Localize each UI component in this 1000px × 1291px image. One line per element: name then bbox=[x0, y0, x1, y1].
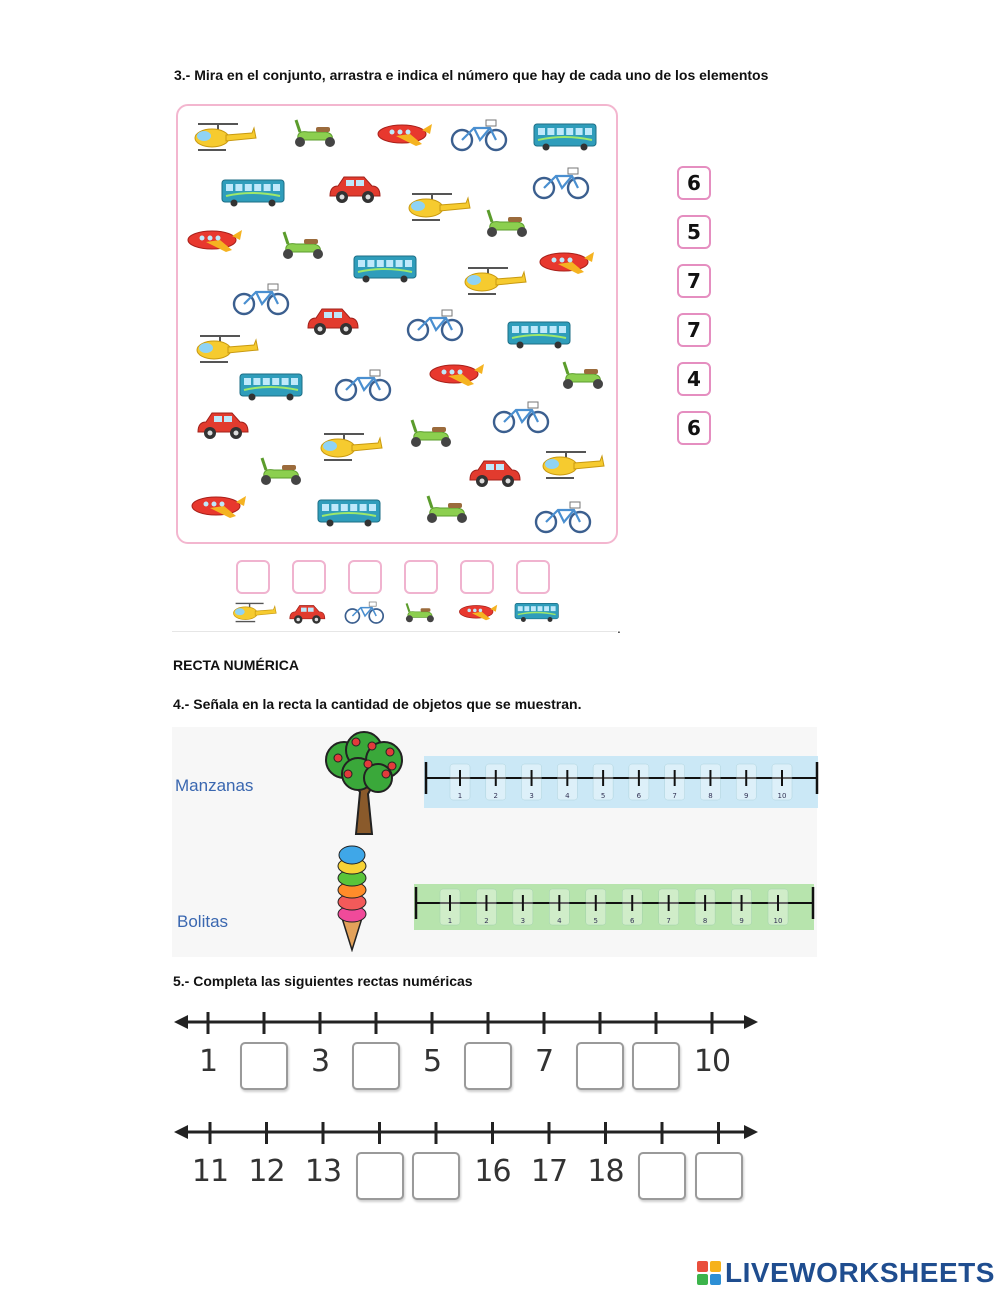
answer-box[interactable] bbox=[576, 1042, 624, 1090]
car-icon bbox=[290, 606, 325, 624]
scooter-icon bbox=[563, 362, 603, 389]
tick-label: 7 bbox=[666, 917, 671, 925]
tick-label: 5 bbox=[600, 792, 606, 800]
scooter-icon bbox=[406, 603, 434, 622]
answer-box[interactable] bbox=[412, 1152, 460, 1200]
tick-label: 5 bbox=[593, 917, 599, 925]
bus-icon bbox=[240, 374, 302, 401]
number-line-1-values bbox=[172, 1036, 762, 1096]
label-bolitas: Bolitas bbox=[177, 912, 229, 931]
tick-label: 6 bbox=[629, 917, 635, 925]
number-value: 13 bbox=[304, 1154, 342, 1189]
car-icon bbox=[198, 413, 248, 439]
airplane-icon bbox=[430, 364, 484, 386]
helicopter-icon bbox=[197, 336, 258, 362]
draggable-number[interactable]: 5 bbox=[677, 215, 711, 249]
car-icon bbox=[308, 309, 358, 335]
tick-label: 9 bbox=[739, 917, 744, 925]
answer-box[interactable] bbox=[464, 1042, 512, 1090]
tick-label: 4 bbox=[565, 792, 570, 800]
vehicle-set bbox=[176, 104, 616, 544]
number-line-2-values bbox=[172, 1146, 762, 1208]
number-value: 12 bbox=[248, 1154, 285, 1189]
scooter-icon bbox=[487, 210, 527, 237]
dot: . bbox=[617, 620, 621, 636]
bus-icon bbox=[508, 322, 570, 349]
tick-label: 2 bbox=[493, 792, 499, 800]
tick-label: 9 bbox=[743, 792, 749, 800]
tick-label: 8 bbox=[708, 792, 713, 800]
bus-icon bbox=[354, 256, 416, 283]
helicopter-icon bbox=[543, 452, 604, 478]
tick-label: 6 bbox=[636, 792, 642, 800]
number-line-bolitas bbox=[410, 880, 818, 934]
exercise-4-title: 4.- Señala en la recta la cantidad de objetos que se muestran. bbox=[173, 696, 582, 712]
bus-icon bbox=[515, 603, 558, 622]
divider bbox=[172, 631, 617, 632]
tick-label: 10 bbox=[773, 917, 783, 925]
number-value: 5 bbox=[422, 1044, 442, 1079]
draggable-numbers bbox=[677, 166, 711, 445]
draggable-number[interactable]: 7 bbox=[677, 313, 711, 347]
exercise-5-title: 5.- Completa las siguientes rectas numéricas bbox=[173, 973, 473, 989]
airplane-icon bbox=[459, 605, 497, 620]
tick-label: 1 bbox=[447, 917, 453, 925]
arrow-right-icon bbox=[744, 1125, 758, 1139]
car-icon bbox=[330, 177, 380, 203]
bicycle-icon bbox=[536, 502, 590, 532]
bicycle-icon bbox=[234, 284, 288, 314]
ice-cream-icon bbox=[334, 844, 370, 952]
arrow-left-icon bbox=[174, 1125, 188, 1139]
exercise-3-title: 3.- Mira en el conjunto, arrastra e indica el número que hay de cada uno de los elementos bbox=[174, 67, 769, 83]
car-icon bbox=[470, 461, 520, 487]
answer-box[interactable] bbox=[632, 1042, 680, 1090]
draggable-number[interactable]: 6 bbox=[677, 166, 711, 200]
label-manzanas: Manzanas bbox=[175, 776, 254, 795]
scooter-icon bbox=[411, 420, 451, 447]
bicycle-icon bbox=[452, 120, 506, 150]
tick-label: 8 bbox=[702, 917, 708, 925]
scooter-icon bbox=[295, 120, 335, 147]
number-line-1-axis bbox=[172, 1008, 762, 1038]
number-line-manzanas bbox=[420, 752, 822, 812]
airplane-icon bbox=[188, 230, 242, 252]
arrow-right-icon bbox=[744, 1015, 758, 1029]
answer-box[interactable] bbox=[356, 1152, 404, 1200]
bicycle-icon bbox=[336, 370, 390, 400]
helicopter-icon bbox=[321, 434, 382, 460]
helicopter-icon bbox=[195, 124, 256, 150]
draggable-number[interactable]: 4 bbox=[677, 362, 711, 396]
liveworksheets-logo-icon bbox=[697, 1261, 721, 1285]
number-value: 10 bbox=[693, 1044, 731, 1079]
answer-box[interactable] bbox=[240, 1042, 288, 1090]
number-value: 11 bbox=[191, 1154, 229, 1189]
arrow-left-icon bbox=[174, 1015, 188, 1029]
helicopter-icon bbox=[234, 603, 277, 621]
number-value: 3 bbox=[310, 1044, 330, 1079]
drop-slot-bus[interactable] bbox=[516, 560, 550, 594]
answer-box[interactable] bbox=[638, 1152, 686, 1200]
number-line-2-axis bbox=[172, 1118, 762, 1148]
bicycle-icon bbox=[534, 168, 588, 198]
tick-label: 3 bbox=[520, 917, 526, 925]
apple-tree-icon bbox=[320, 730, 406, 838]
liveworksheets-logo bbox=[697, 1257, 995, 1289]
number-value: 17 bbox=[530, 1154, 568, 1189]
drop-slot-scooter[interactable] bbox=[404, 560, 438, 594]
bicycle-icon bbox=[345, 602, 383, 623]
scooter-icon bbox=[261, 458, 301, 485]
helicopter-icon bbox=[409, 194, 470, 220]
bus-icon bbox=[222, 180, 284, 207]
drop-slot-helicopter[interactable] bbox=[236, 560, 270, 594]
section-title: RECTA NUMÉRICA bbox=[173, 657, 299, 673]
tick-label: 4 bbox=[557, 917, 562, 925]
draggable-number[interactable]: 7 bbox=[677, 264, 711, 298]
drop-slot-car[interactable] bbox=[292, 560, 326, 594]
tick-label: 7 bbox=[672, 792, 677, 800]
drop-slot-airplane[interactable] bbox=[460, 560, 494, 594]
bicycle-icon bbox=[408, 310, 462, 340]
answer-box[interactable] bbox=[695, 1152, 743, 1200]
drop-slots bbox=[236, 560, 550, 594]
number-value: 16 bbox=[474, 1154, 511, 1189]
answer-box[interactable] bbox=[352, 1042, 400, 1090]
bus-icon bbox=[318, 500, 380, 527]
number-value: 7 bbox=[534, 1044, 554, 1079]
airplane-icon bbox=[540, 252, 594, 274]
tick-label: 10 bbox=[777, 792, 787, 800]
scooter-icon bbox=[283, 232, 323, 259]
bus-icon bbox=[534, 124, 596, 151]
number-value: 18 bbox=[587, 1154, 624, 1189]
tick-label: 1 bbox=[457, 792, 463, 800]
draggable-number[interactable]: 6 bbox=[677, 411, 711, 445]
number-value: 1 bbox=[198, 1044, 218, 1079]
drop-slot-bicycle[interactable] bbox=[348, 560, 382, 594]
helicopter-icon bbox=[465, 268, 526, 294]
slot-icons bbox=[226, 600, 576, 634]
bicycle-icon bbox=[494, 402, 548, 432]
tick-label: 3 bbox=[529, 792, 534, 800]
liveworksheets-logo-text: LIVEWORKSHEETS bbox=[725, 1257, 995, 1288]
scooter-icon bbox=[427, 496, 467, 523]
tick-label: 2 bbox=[484, 917, 489, 925]
airplane-icon bbox=[378, 124, 432, 146]
airplane-icon bbox=[192, 496, 246, 518]
